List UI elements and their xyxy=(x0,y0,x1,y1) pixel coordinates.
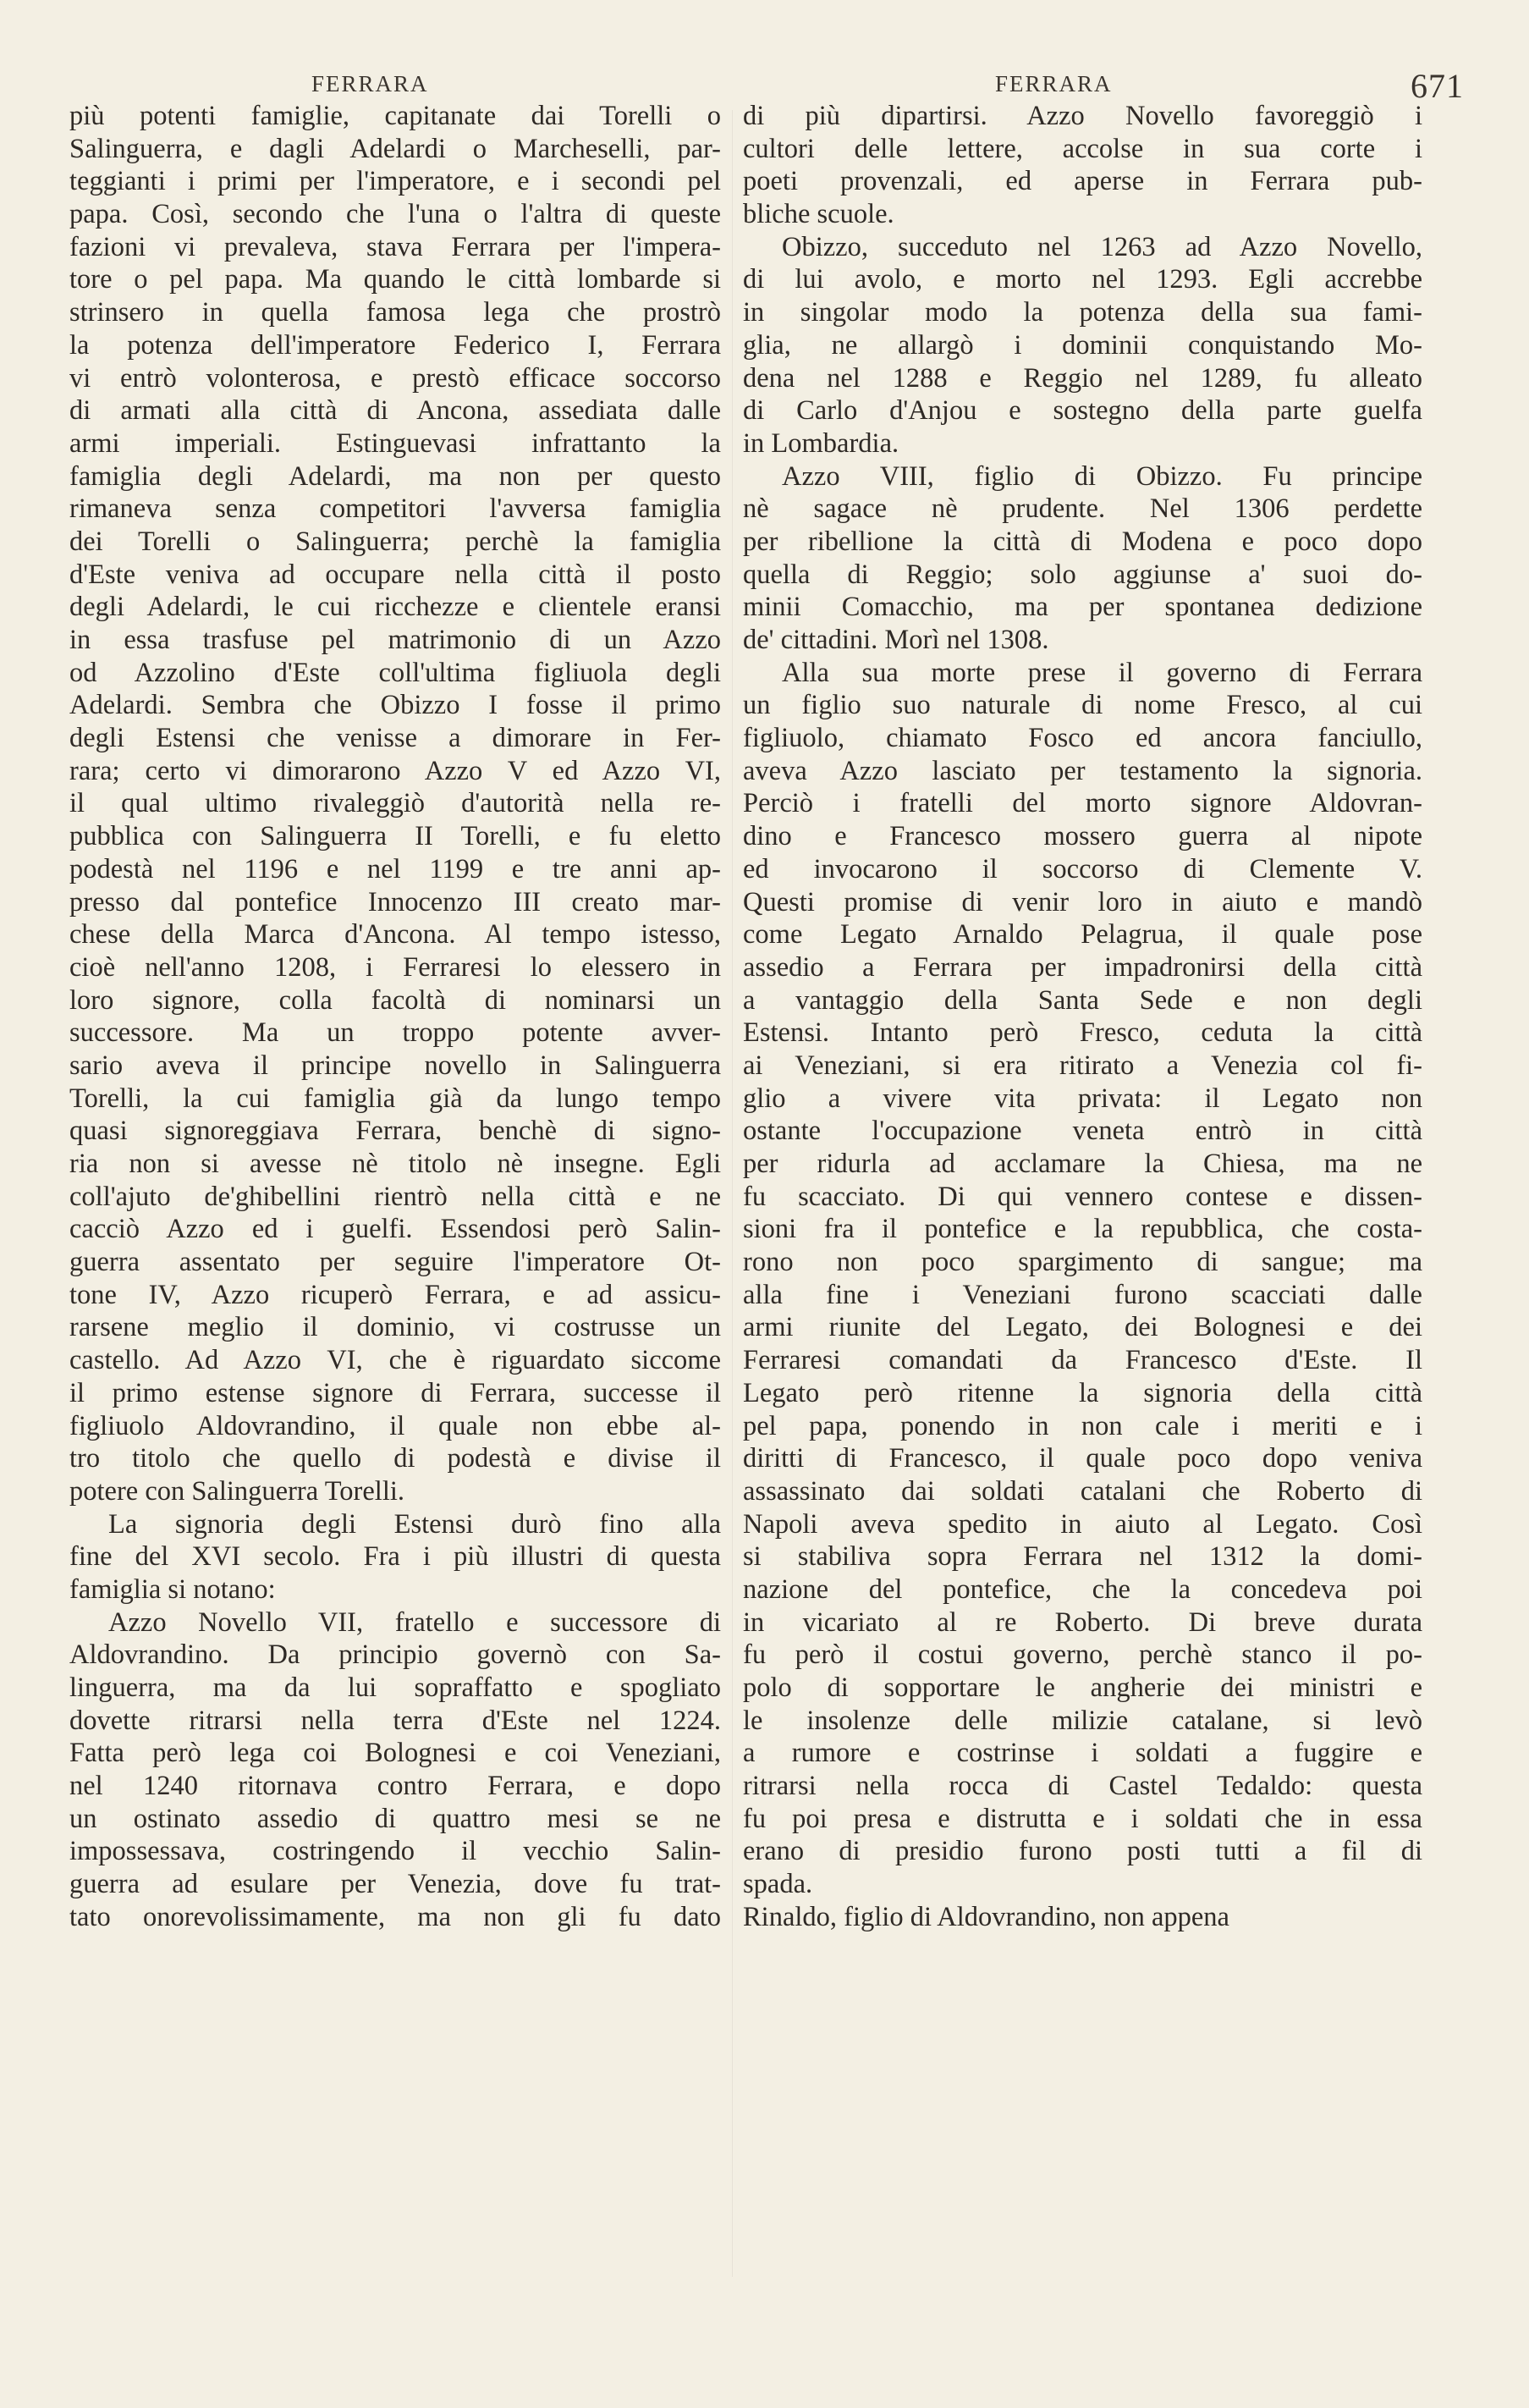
text-line: Rinaldo, figlio di Aldovrandino, non appena xyxy=(743,1901,1229,1932)
text-line: famiglia degli Adelardi, ma non per questo xyxy=(69,460,721,492)
text-line: glia, ne allargò i dominii conquistando Mo- xyxy=(743,329,1422,361)
text-line: le insolenze delle milizie catalane, si levò xyxy=(743,1705,1422,1736)
text-line: linguerra, ma da lui sopraffatto e spogliato xyxy=(69,1672,721,1703)
text-line: Perciò i fratelli del morto signore Aldovran- xyxy=(743,788,1422,819)
text-line: d'Este veniva ad occupare nella città il posto xyxy=(69,559,721,590)
text-line: spada. xyxy=(743,1869,813,1900)
text-line: vi entrò volonterosa, e prestò efficace soccorso xyxy=(69,362,721,394)
text-line: dena nel 1288 e Reggio nel 1289, fu alleato xyxy=(743,362,1422,394)
text-line: dovette ritrarsi nella terra d'Este nel 1224. xyxy=(69,1705,721,1736)
text-line: rono non poco spargimento di sangue; ma xyxy=(743,1247,1422,1278)
text-line: papa. Così, secondo che l'una o l'altra di queste xyxy=(69,199,721,230)
text-line: nel 1240 ritornava contro Ferrara, e dopo xyxy=(69,1771,721,1802)
text-line: a rumore e costrinse i soldati a fuggire e xyxy=(743,1738,1422,1769)
text-line: potere con Salinguerra Torelli. xyxy=(69,1475,405,1507)
text-line: Obizzo, succeduto nel 1263 ad Azzo Novello, xyxy=(782,231,1422,262)
text-line: loro signore, colla facoltà di nominarsi un xyxy=(69,984,721,1016)
text-line: Azzo Novello VII, fratello e successore di xyxy=(108,1606,721,1638)
text-line: figliuolo, chiamato Fosco ed ancora fanciullo, xyxy=(743,723,1422,754)
text-line: Questi promise di venir loro in aiuto e mandò xyxy=(743,886,1422,917)
right-text-column xyxy=(743,100,1422,1934)
text-line: Fatta però lega coi Bolognesi e coi Veneziani, xyxy=(69,1738,721,1769)
text-line: degli Adelardi, le cui ricchezze e clientele eransi xyxy=(69,592,721,623)
text-line: fine del XVI secolo. Fra i più illustri di questa xyxy=(69,1541,721,1573)
text-line: ostante l'occupazione veneta entrò in città xyxy=(743,1116,1422,1147)
text-line: come Legato Arnaldo Pelagrua, il quale pose xyxy=(743,919,1422,951)
text-line: figliuolo Aldovrandino, il quale non ebbe al- xyxy=(69,1410,721,1441)
text-line: coll'ajuto de'ghibellini rientrò nella città e ne xyxy=(69,1181,721,1212)
text-line: il qual ultimo rivaleggiò d'autorità nella re- xyxy=(69,788,721,819)
text-line: Estensi. Intanto però Fresco, ceduta la città xyxy=(743,1017,1422,1049)
text-line: rarsene meglio il dominio, vi costrusse un xyxy=(69,1312,721,1343)
text-line: tore o pel papa. Ma quando le città lombarde si xyxy=(69,264,721,295)
text-line: di più dipartirsi. Azzo Novello favoreggiò i xyxy=(743,101,1422,131)
text-line: in singolar modo la potenza della sua fami- xyxy=(743,297,1422,328)
text-line: polo di sopportare le angherie dei ministri e xyxy=(743,1672,1422,1703)
text-line: ed invocarono il soccorso di Clemente V. xyxy=(743,853,1422,884)
text-line: assassinato dai soldati catalani che Roberto di xyxy=(743,1475,1422,1507)
text-line: cultori delle lettere, accolse in sua corte i xyxy=(743,133,1422,164)
text-line: ria non si avesse nè titolo nè insegne. Egli xyxy=(69,1149,721,1179)
text-line: strinsero in quella famosa lega che prostrò xyxy=(69,297,721,328)
text-line: ai Veneziani, si era ritirato a Venezia col fi- xyxy=(743,1050,1422,1081)
text-line: pel papa, ponendo in non cale i meriti e i xyxy=(743,1410,1422,1441)
text-line: famiglia si notano: xyxy=(69,1573,276,1605)
text-line: diritti di Francesco, il quale poco dopo veniva xyxy=(743,1443,1422,1474)
text-line: Ferraresi comandati da Francesco d'Este. Il xyxy=(743,1345,1422,1376)
text-line: Legato però ritenne la signoria della città xyxy=(743,1377,1422,1408)
text-line: aveva Azzo lasciato per testamento la signoria. xyxy=(743,755,1422,786)
text-line: fu però il costui governo, perchè stanco il po- xyxy=(743,1639,1422,1671)
text-line: tone IV, Azzo ricuperò Ferrara, e ad assicu- xyxy=(69,1279,721,1310)
text-line: un figlio suo naturale di nome Fresco, al cui xyxy=(743,690,1422,721)
text-line: bliche scuole. xyxy=(743,199,894,230)
text-line: od Azzolino d'Este coll'ultima figliuola degli xyxy=(69,657,721,688)
text-line: più potenti famiglie, capitanate dai Torelli o xyxy=(69,101,721,131)
text-line: a vantaggio della Santa Sede e non degli xyxy=(743,984,1422,1016)
text-line: di Carlo d'Anjou e sostegno della parte guelfa xyxy=(743,395,1422,427)
text-line: in essa trasfuse pel matrimonio di un Azzo xyxy=(69,625,721,655)
text-line: impossessava, costringendo il vecchio Salin- xyxy=(69,1836,721,1867)
text-line: di lui avolo, e morto nel 1293. Egli accrebbe xyxy=(743,264,1422,295)
text-line: minii Comacchio, ma per spontanea dedizione xyxy=(743,592,1422,623)
text-line: assedio a Ferrara per impadronirsi della città xyxy=(743,951,1422,983)
text-line: sioni fra il pontefice e la repubblica, che costa- xyxy=(743,1214,1422,1245)
text-line: ritrarsi nella rocca di Castel Tedaldo: questa xyxy=(743,1771,1422,1802)
text-line: castello. Ad Azzo VI, che è riguardato siccome xyxy=(69,1345,721,1376)
text-line: di armati alla città di Ancona, assediata dalle xyxy=(69,395,721,427)
text-line: cioè nell'anno 1208, i Ferraresi lo elessero in xyxy=(69,951,721,983)
text-line: dei Torelli o Salinguerra; perchè la famiglia xyxy=(69,526,721,557)
text-line: sario aveva il principe novello in Salinguerra xyxy=(69,1050,721,1081)
text-line: alla fine i Veneziani furono scacciati dalle xyxy=(743,1279,1422,1310)
text-line: degli Estensi che venisse a dimorare in Fer- xyxy=(69,723,721,754)
text-line: la potenza dell'imperatore Federico I, Ferrara xyxy=(69,329,721,361)
text-line: Salinguerra, e dagli Adelardi o Marcheselli, par- xyxy=(69,133,721,164)
text-line: quella di Reggio; solo aggiunse a' suoi do- xyxy=(743,559,1422,590)
text-line: fazioni vi prevaleva, stava Ferrara per l'impera- xyxy=(69,231,721,262)
text-line: Adelardi. Sembra che Obizzo I fosse il primo xyxy=(69,690,721,721)
text-line: per ribellione la città di Modena e poco dopo xyxy=(743,526,1422,557)
text-line: presso dal pontefice Innocenzo III creato mar- xyxy=(69,886,721,917)
text-line: podestà nel 1196 e nel 1199 e tre anni ap- xyxy=(69,853,721,884)
text-line: in vicariato al re Roberto. Di breve durata xyxy=(743,1606,1422,1638)
text-line: tato onorevolissimamente, ma non gli fu dato xyxy=(69,1901,721,1932)
text-line: teggianti i primi per l'imperatore, e i secondi pel xyxy=(69,166,721,197)
text-line: nazione del pontefice, che la concedeva poi xyxy=(743,1573,1422,1605)
text-line: rara; certo vi dimorarono Azzo V ed Azzo VI, xyxy=(69,755,721,786)
text-line: guerra assentato per seguire l'imperatore Ot- xyxy=(69,1247,721,1278)
text-line: Alla sua morte prese il governo di Ferrara xyxy=(782,657,1422,688)
text-line: armi riunite del Legato, dei Bolognesi e dei xyxy=(743,1312,1422,1343)
text-line: tro titolo che quello di podestà e divise il xyxy=(69,1443,721,1474)
text-line: poeti provenzali, ed aperse in Ferrara pub- xyxy=(743,166,1422,197)
text-line: si stabiliva sopra Ferrara nel 1312 la domi- xyxy=(743,1541,1422,1573)
text-line: quasi signoreggiava Ferrara, benchè di signo- xyxy=(69,1116,721,1147)
text-line: Azzo VIII, figlio di Obizzo. Fu principe xyxy=(782,460,1422,492)
text-line: nè sagace nè prudente. Nel 1306 perdette xyxy=(743,493,1422,525)
text-line: Aldovrandino. Da principio governò con Sa- xyxy=(69,1639,721,1671)
text-line: fu poi presa e distrutta e i soldati che in essa xyxy=(743,1803,1422,1834)
text-line: cacciò Azzo ed i guelfi. Essendosi però Salin- xyxy=(69,1214,721,1245)
page-number: 671 xyxy=(1411,67,1464,105)
text-line: Torelli, la cui famiglia già da lungo tempo xyxy=(69,1083,721,1114)
text-line: de' cittadini. Morì nel 1308. xyxy=(743,625,1049,655)
text-line: glio a vivere vita privata: il Legato non xyxy=(743,1083,1422,1114)
text-line: pubblica con Salinguerra II Torelli, e fu eletto xyxy=(69,821,721,852)
text-line: il primo estense signore di Ferrara, successe il xyxy=(69,1377,721,1408)
text-line: armi imperiali. Estinguevasi infrattanto la xyxy=(69,427,721,459)
column-gutter xyxy=(732,110,733,2277)
text-line: dino e Francesco mossero guerra al nipote xyxy=(743,821,1422,852)
left-text-column xyxy=(69,100,721,1934)
text-line: guerra ad esulare per Venezia, dove fu trat- xyxy=(69,1869,721,1900)
text-line: erano di presidio furono posti tutti a fil di xyxy=(743,1836,1422,1867)
text-line: per ridurla ad acclamare la Chiesa, ma ne xyxy=(743,1149,1422,1179)
text-line: fu scacciato. Di qui vennero contese e dissen- xyxy=(743,1181,1422,1212)
text-line: La signoria degli Estensi durò fino alla xyxy=(108,1508,721,1540)
running-head-right: FERRARA xyxy=(995,71,1113,96)
text-line: chese della Marca d'Ancona. Al tempo istesso, xyxy=(69,919,721,951)
text-line: un ostinato assedio di quattro mesi se ne xyxy=(69,1803,721,1834)
text-line: rimaneva senza competitori l'avversa famiglia xyxy=(69,493,721,525)
running-head-left: FERRARA xyxy=(311,71,429,96)
text-line: in Lombardia. xyxy=(743,427,899,459)
text-line: successore. Ma un troppo potente avver- xyxy=(69,1017,721,1049)
text-line: Napoli aveva spedito in aiuto al Legato. Così xyxy=(743,1508,1422,1540)
